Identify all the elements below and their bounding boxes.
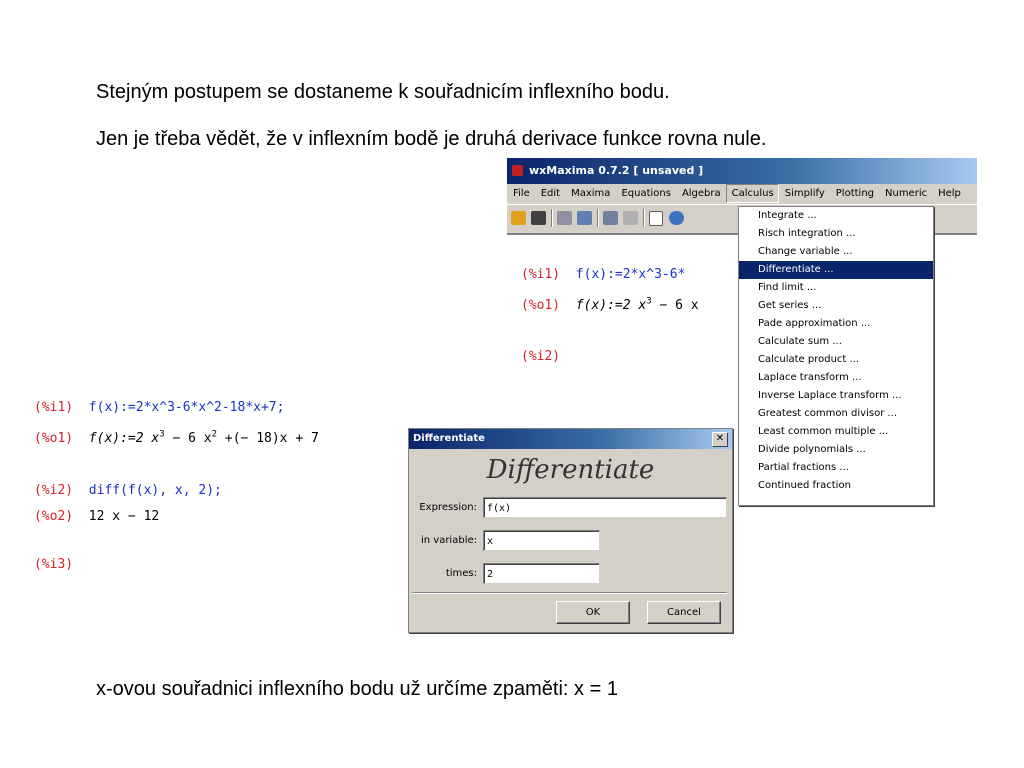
menu-item-inverse-laplace[interactable]: Inverse Laplace transform ... xyxy=(758,390,902,401)
session-o1: (%o1) f(x):=2 $x^3 - 6$ $x^2$ +(− 18)x + 7 xyxy=(34,429,319,446)
open-icon[interactable] xyxy=(511,211,526,225)
cancel-button[interactable]: Cancel xyxy=(647,601,721,624)
menu-item-partial-fractions[interactable]: Partial fractions ... xyxy=(758,462,849,473)
save-icon[interactable] xyxy=(531,211,546,225)
menu-numeric[interactable]: Numeric xyxy=(885,188,928,199)
expression-input[interactable]: f(x) xyxy=(483,497,727,518)
expression-label: Expression: xyxy=(419,502,477,513)
ok-button[interactable]: OK xyxy=(556,601,630,624)
new-icon[interactable] xyxy=(649,211,663,226)
slide-paragraph-1: Stejným postupem se dostaneme k souřadnicím inflexního bodu. xyxy=(96,81,670,103)
menu-item-change-variable[interactable]: Change variable ... xyxy=(758,246,853,257)
session-i2: (%i2) diff(f(x), x, 2); xyxy=(34,483,222,498)
session-i1: (%i1) f(x):=2*x^3-6*x^2-18*x+7; xyxy=(34,400,285,415)
dialog-titlebar xyxy=(409,429,732,449)
menu-item-sum[interactable]: Calculate sum ... xyxy=(758,336,842,347)
dialog-heading: Differentiate xyxy=(486,455,655,485)
dialog-title: Differentiate xyxy=(413,433,485,444)
menu-edit[interactable]: Edit xyxy=(540,188,561,199)
variable-label: in variable: xyxy=(420,535,477,546)
times-label: times: xyxy=(445,568,477,579)
menu-item-differentiate[interactable]: Differentiate ... xyxy=(739,261,933,279)
menu-calculus[interactable]: Calculus xyxy=(726,184,779,203)
menu-simplify[interactable]: Simplify xyxy=(784,188,825,199)
variable-input[interactable]: x xyxy=(483,530,600,551)
menu-item-product[interactable]: Calculate product ... xyxy=(758,354,860,365)
cut-icon[interactable] xyxy=(623,211,638,225)
dialog-separator xyxy=(412,592,727,594)
print-icon[interactable] xyxy=(557,211,572,225)
cell-i2: (%i2) xyxy=(521,349,561,364)
menu-item-risch[interactable]: Risch integration ... xyxy=(758,228,856,239)
wxmaxima-logo-icon xyxy=(512,165,523,176)
session-o2: (%o2) 12 x − 12 xyxy=(34,509,160,524)
slide-paragraph-3: x-ovou souřadnici inflexního bodu už určíme zpaměti: x = 1 xyxy=(96,678,618,700)
cell-o1: (%o1) f(x):=2 $x^3 - 6$ x xyxy=(521,296,699,313)
menu-item-gcd[interactable]: Greatest common divisor ... xyxy=(758,408,898,419)
menu-item-lcm[interactable]: Least common multiple ... xyxy=(758,426,889,437)
calculus-menu xyxy=(738,206,934,506)
menu-algebra[interactable]: Algebra xyxy=(681,188,721,199)
menu-help[interactable]: Help xyxy=(938,188,961,199)
wxmaxima-title: wxMaxima 0.7.2 [ unsaved ] xyxy=(529,164,704,177)
menu-item-continued-fraction[interactable]: Continued fraction xyxy=(758,480,851,491)
config-icon[interactable] xyxy=(577,211,592,225)
menu-item-integrate[interactable]: Integrate ... xyxy=(758,210,817,221)
times-input[interactable]: 2 xyxy=(483,563,600,584)
close-icon[interactable]: ✕ xyxy=(712,432,728,447)
menu-item-laplace[interactable]: Laplace transform ... xyxy=(758,372,862,383)
differentiate-dialog xyxy=(408,428,733,633)
settings-icon[interactable] xyxy=(669,211,684,225)
wxmaxima-titlebar xyxy=(507,158,977,184)
menu-item-divide-polynomials[interactable]: Divide polynomials ... xyxy=(758,444,866,455)
menu-equations[interactable]: Equations xyxy=(621,188,671,199)
menu-plotting[interactable]: Plotting xyxy=(835,188,874,199)
menu-item-get-series[interactable]: Get series ... xyxy=(758,300,822,311)
session-i3: (%i3) xyxy=(34,557,74,572)
menu-item-pade[interactable]: Pade approximation ... xyxy=(758,318,871,329)
copy-icon[interactable] xyxy=(603,211,618,225)
menu-maxima[interactable]: Maxima xyxy=(571,188,611,199)
cell-i1: (%i1) f(x):=2*x^3-6* xyxy=(521,267,686,282)
menu-file[interactable]: File xyxy=(513,188,530,199)
menubar xyxy=(507,184,977,204)
menu-item-find-limit[interactable]: Find limit ... xyxy=(758,282,817,293)
slide-paragraph-2: Jen je třeba vědět, že v inflexním bodě je druhá derivace funkce rovna nule. xyxy=(96,128,767,150)
